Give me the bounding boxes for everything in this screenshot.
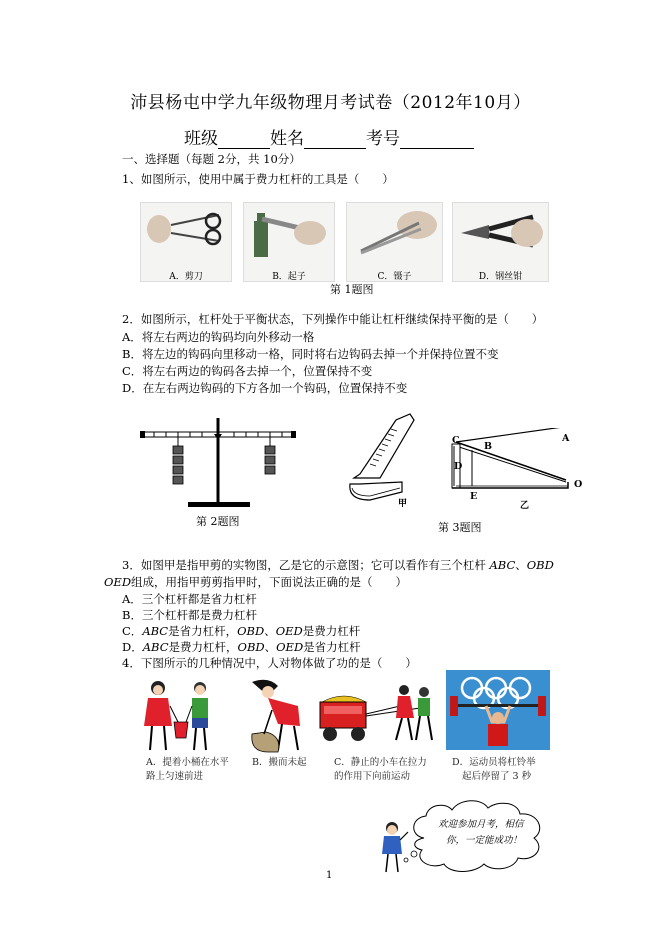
class-blank[interactable] <box>218 131 270 149</box>
lever-abc: ABC <box>142 640 169 654</box>
q4-stem: 4．下图所示的几种情况中，人对物体做了功的是（ ） <box>122 656 417 670</box>
q3-stem-line1 <box>122 558 554 573</box>
q3-text: 组成，用指甲剪剪指甲时，下面说法正确的是（ ） <box>131 575 408 589</box>
q3-label-yi: 乙 <box>520 501 530 511</box>
section-heading: 一、选择题（每题 2分，共 10分） <box>122 152 301 166</box>
q2-stem: 2．如图所示，杠杆处于平衡状态，下列操作中能让杠杆继续保持平衡的是（ ） <box>122 312 544 326</box>
opt-text: 是费力杠杆， <box>168 640 238 654</box>
q4-caption-c-line1: C．静止的小车在拉力 <box>334 757 427 768</box>
point-e: E <box>470 491 478 502</box>
q4-caption-d-line2: 起后停留了 3 秒 <box>462 771 532 782</box>
bottle-opener-photo <box>243 202 335 282</box>
q2-figure-label: 第 2题图 <box>196 515 240 528</box>
scissors-photo <box>140 202 232 282</box>
q2-option-d: D．在左右两边钩码的下方各加一个钩码，位置保持不变 <box>122 381 408 395</box>
number-blank[interactable] <box>400 131 474 149</box>
q2-option-c: C．将左右两边的钩码各去掉一个，位置保持不变 <box>122 364 373 378</box>
opt-text: 是省力杠杆 <box>303 640 361 654</box>
children-pulling-cart-illustration <box>316 680 440 756</box>
q3-option-d <box>122 640 361 655</box>
weightlifter-photo <box>446 670 550 750</box>
q2-option-b: B．将左边的钩码向里移动一格，同时将右边钩码去掉一个并保持位置不变 <box>122 347 499 361</box>
pliers-icon <box>453 203 548 265</box>
separator: 、 <box>264 640 277 654</box>
q3-figure-label: 第 3题图 <box>438 521 482 534</box>
bubble-line2: 你，一定能成功！ <box>446 835 523 846</box>
point-a: A <box>562 433 570 444</box>
q4-caption-a-line2: 路上匀速前进 <box>146 771 204 782</box>
q4-caption-b-line1: B．搬而未起 <box>252 757 307 768</box>
name-blank[interactable] <box>304 131 366 149</box>
q3-option-b: B．三个杠杆都是费力杠杆 <box>122 608 257 622</box>
point-b: B <box>484 441 493 452</box>
girl-boy-carry-bucket-illustration <box>134 676 224 756</box>
lever-obd: OBD <box>526 558 554 572</box>
scissors-icon <box>141 203 231 265</box>
q3-text: 3．如图甲是指甲剪的实物图，乙是它的示意图；它可以看作有三个杠杆 <box>122 558 490 572</box>
lever-oed: OED <box>104 575 132 589</box>
point-o: O <box>574 479 583 490</box>
page-title: 沛县杨屯中学九年级物理月考试卷（2012年10月） <box>130 93 531 113</box>
nail-clipper-schematic <box>446 428 576 500</box>
q1-caption-c: C．镊子 <box>377 272 412 282</box>
q4-caption-c-line2: 的作用下向前运动 <box>334 771 411 782</box>
lever-abc: ABC <box>142 624 169 638</box>
tweezers-icon <box>347 203 442 265</box>
q3-label-jia: 甲 <box>398 499 408 509</box>
separator: 、 <box>264 624 276 638</box>
q3-stem-line2 <box>104 575 407 590</box>
separator: 、 <box>515 558 527 572</box>
tweezers-photo <box>346 202 443 282</box>
q1-caption-b: B．起子 <box>272 272 306 282</box>
lever-obd: OBD <box>237 640 265 654</box>
lever-oed: OED <box>275 624 303 638</box>
lever-obd: OBD <box>237 624 265 638</box>
q2-option-a: A．将左右两边的钩码均向外移动一格 <box>122 330 315 344</box>
opt-prefix: C． <box>122 624 143 638</box>
lever-oed: OED <box>276 640 304 654</box>
number-label: 考号 <box>366 129 400 149</box>
opt-prefix: D． <box>122 640 143 654</box>
opt-text: 是省力杠杆， <box>168 624 238 638</box>
q3-option-a: A．三个杠杆都是省力杠杆 <box>122 592 257 606</box>
q4-caption-a-line1: A．提着小桶在水平 <box>146 757 229 768</box>
q3-option-c <box>122 624 360 639</box>
person-lifting-stone-illustration <box>238 676 312 756</box>
opt-text: 是费力杠杆 <box>302 624 361 638</box>
q1-stem: 1、如图所示，使用中属于费力杠杆的工具是（ ） <box>122 172 394 186</box>
lever-balance-diagram <box>138 412 298 512</box>
pliers-photo <box>452 202 549 282</box>
q1-caption-d: D．钢丝钳 <box>478 272 523 282</box>
class-label: 班级 <box>184 129 218 149</box>
bottle-opener-icon <box>244 203 334 265</box>
name-label: 姓名 <box>270 129 304 149</box>
q1-caption-a: A．剪刀 <box>169 272 203 282</box>
nail-clipper-diagram <box>340 408 430 508</box>
page-number: 1 <box>326 870 333 881</box>
q1-figure-label: 第 1题图 <box>330 283 374 296</box>
bubble-line1: 欢迎参加月考，相信 <box>438 819 524 830</box>
lever-abc: ABC <box>489 558 516 572</box>
point-d: D <box>454 461 463 472</box>
q4-caption-d-line1: D．运动员将杠铃举 <box>452 757 536 768</box>
student-info-line <box>184 124 474 149</box>
point-c: C <box>452 435 460 446</box>
